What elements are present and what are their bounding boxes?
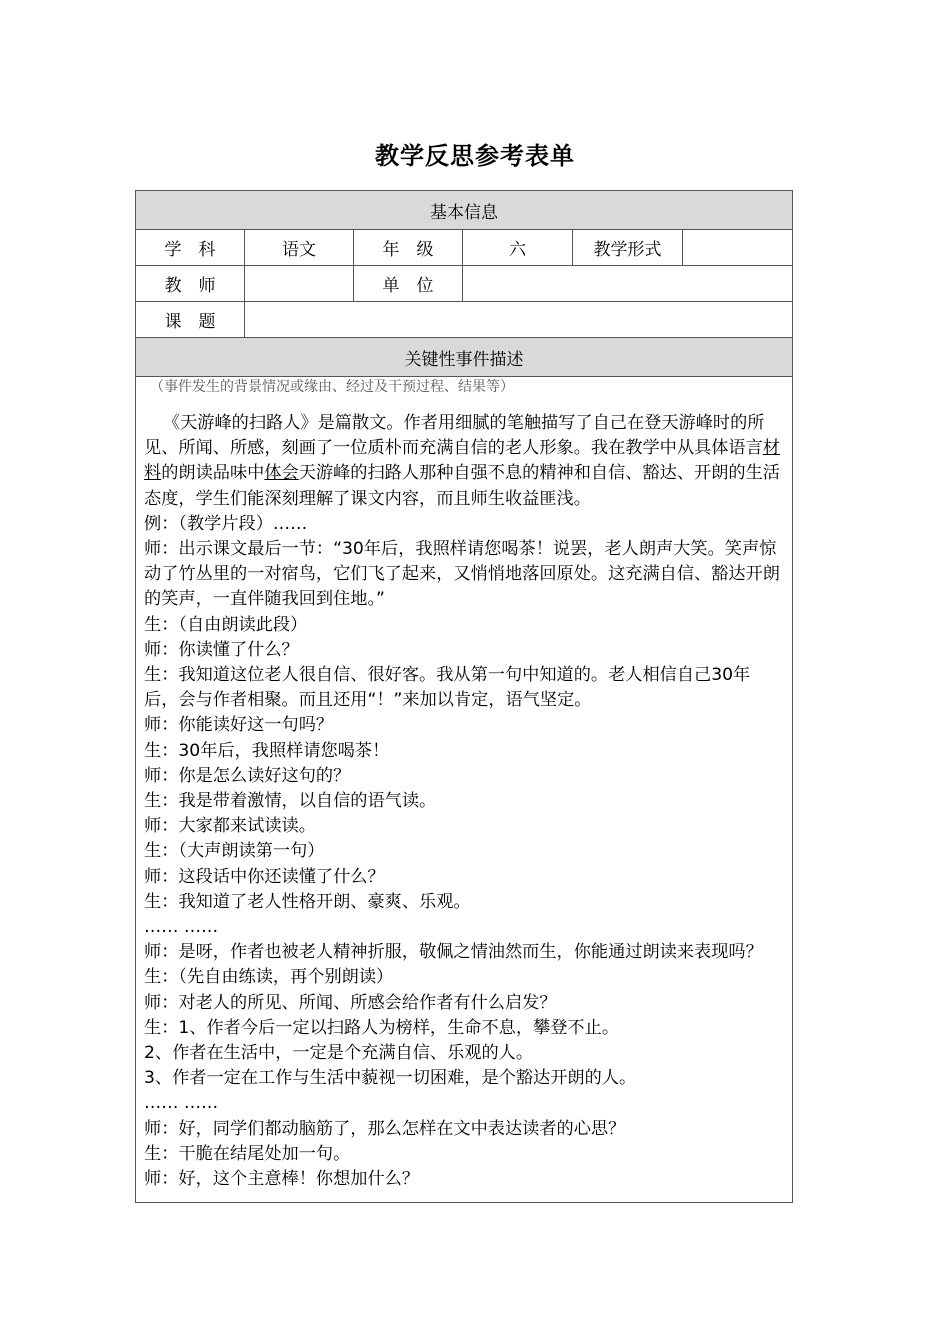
dialogue-line: 师：你是怎么读好这句的？	[144, 765, 351, 786]
dialogue-line: 2、作者在生活中，一定是个充满自信、乐观的人。	[144, 1043, 534, 1064]
dialogue-line: 生：（大声朗读第一句）	[144, 841, 325, 862]
dialogue-line: 师：你读懂了什么？	[144, 639, 299, 660]
dialogue-line: 师：是呀，作者也被老人精神折服，敬佩之情油然而生，你能通过朗读来表现吗？	[144, 942, 763, 963]
teaching-form-field[interactable]	[683, 230, 793, 266]
dialogue-line: …… ……	[144, 1093, 219, 1114]
dialogue-line: 生：我知道了老人性格开朗、豪爽、乐观。	[144, 891, 471, 912]
reflection-form	[135, 190, 793, 1203]
key-event-description[interactable]	[136, 377, 793, 1203]
grade-field[interactable]: 六	[463, 230, 573, 266]
dialogue-line: 生：1、作者今后一定以扫路人为榜样，生命不息，攀登不止。	[144, 1017, 620, 1038]
basic-info-header: 基本信息	[136, 191, 793, 230]
intro-underlined-1: 材料	[144, 438, 780, 484]
dialogue-line: 生：（自由朗读此段）	[144, 614, 308, 635]
dialogue-line: 生：（先自由练读，再个别朗读）	[144, 967, 394, 988]
description-hint: （事件发生的背景情况或缘由、经过及干预过程、结果等）	[150, 379, 514, 395]
teacher-field[interactable]	[245, 266, 354, 302]
dialogue-line: 师：对老人的所见、所闻、所感会给作者有什么启发？	[144, 992, 557, 1013]
intro-text-3: 天游峰的扫路人那种自强不息的精神和自信、豁达、开朗的生活态度，学生们能深刻理解了课文内容，而且师生收益匪浅。	[144, 463, 780, 509]
topic-field[interactable]	[245, 302, 793, 338]
dialogue-line: 师：好，同学们都动脑筋了，那么怎样在文中表达读者的心思？	[144, 1118, 626, 1139]
dialogue-line: 生：我知道这位老人很自信、很好客。我从第一句中知道的。老人相信自己30年后，会与作者相聚。而且还用“！”来加以肯定，语气坚定。	[144, 665, 751, 711]
dialogue-line: 师：出示课文最后一节：“30年后，我照样请您喝茶！说罢，老人朗声大笑。笑声惊动了竹丛里的一对宿鸟，它们飞了起来，又悄悄地落回原处。这充满自信、豁达开朗的笑声，一直伴随我回到住地。”	[144, 539, 780, 610]
teaching-form-label: 教学形式	[573, 230, 683, 266]
dialogue-line: 师：大家都来试读读。	[144, 816, 316, 837]
unit-label: 单 位	[354, 266, 463, 302]
page-title: 教学反思参考表单	[375, 142, 575, 170]
dialogue-line: 例：（教学片段）……	[144, 513, 308, 534]
dialogue-line: …… ……	[144, 917, 219, 938]
unit-field[interactable]	[463, 266, 793, 302]
dialogue-line: 3、作者一定在工作与生活中藐视一切困难，是个豁达开朗的人。	[144, 1068, 637, 1089]
dialogue-line: 师：好，这个主意棒！你想加什么？	[144, 1169, 420, 1190]
dialogue-line: 生：30年后，我照样请您喝茶！	[144, 740, 390, 761]
subject-label: 学 科	[136, 230, 245, 266]
intro-text-1: 《天游峰的扫路人》是篇散文。作者用细腻的笔触描写了自己在登天游峰时的所见、所闻、所感，刻画了一位质朴而充满自信的老人形象。我在教学中从具体语言	[144, 413, 765, 459]
intro-underlined-2: 体会	[264, 463, 299, 484]
subject-field[interactable]: 语文	[245, 230, 354, 266]
topic-label: 课 题	[136, 302, 245, 338]
intro-text-2: 的朗读品味中	[161, 463, 265, 484]
dialogue-line: 师：你能读好这一句吗？	[144, 715, 334, 736]
teacher-label: 教 师	[136, 266, 245, 302]
grade-label: 年 级	[354, 230, 463, 266]
dialogue-line: 生：我是带着激情，以自信的语气读。	[144, 791, 437, 812]
key-event-header: 关键性事件描述	[136, 338, 793, 377]
intro-paragraph	[144, 411, 784, 512]
dialogue-line: 生：干脆在结尾处加一句。	[144, 1143, 351, 1164]
dialogue-line: 师：这段话中你还读懂了什么？	[144, 866, 385, 887]
